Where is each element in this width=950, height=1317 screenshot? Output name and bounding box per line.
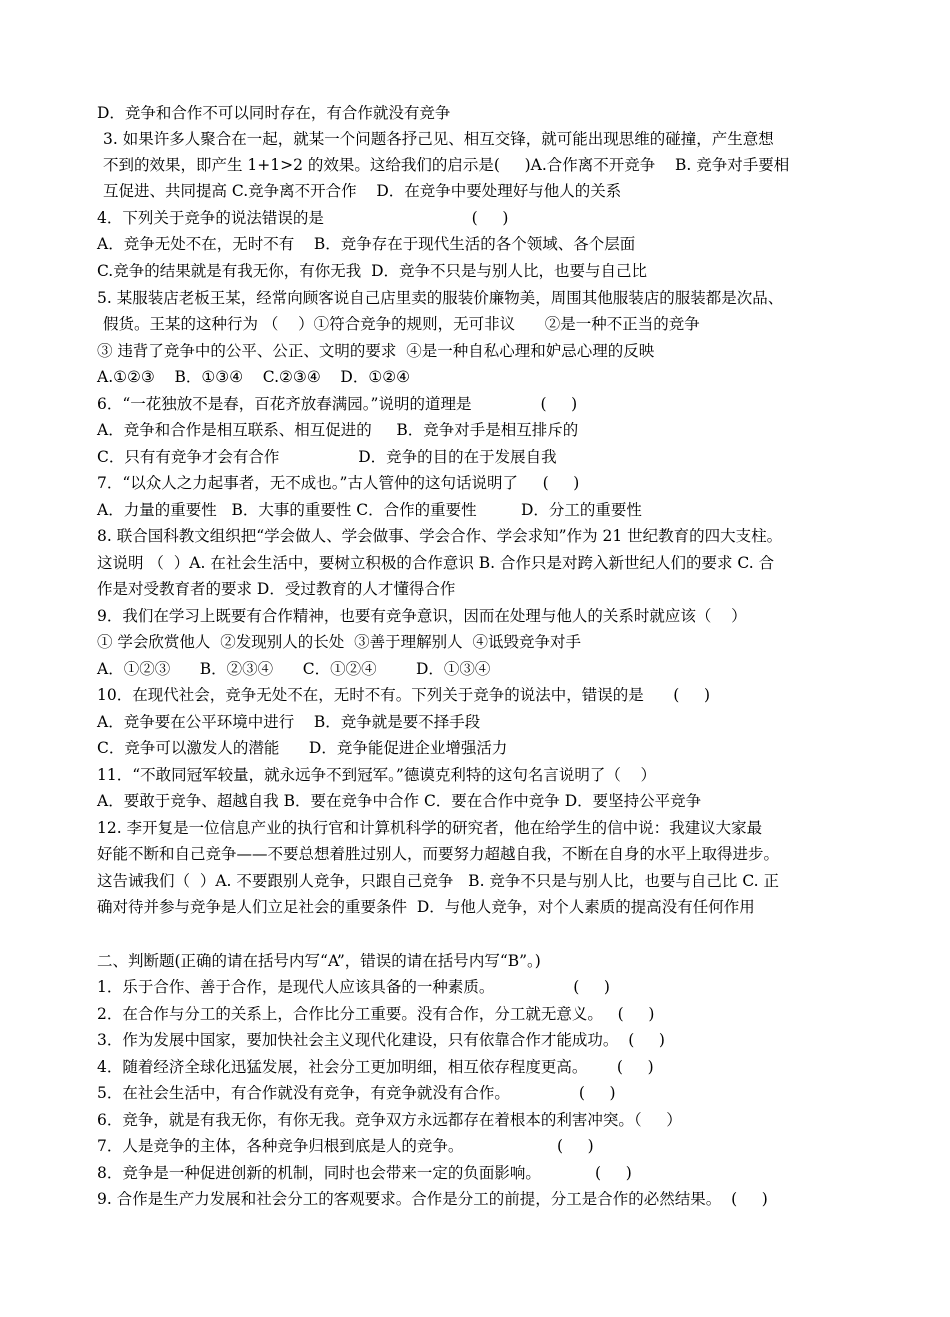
question-12-line-1: 12. 李开复是一位信息产业的执行官和计算机科学的研究者，他在给学生的信中说：我建议大家最 [97, 819, 763, 837]
judgment-item-2: 2．在合作与分工的关系上，合作比分工重要。没有合作，分工就无意义。 ( ) [97, 1005, 655, 1023]
question-5-line-2: 假货。王某的这种行为 （ ）①符合竞争的规则，无可非议 ②是一种不正当的竞争 [103, 315, 700, 333]
question-3-line-2: 不到的效果，即产生 1+1>2 的效果。这给我们的启示是( )A.合作离不开竞争 B. 竞争对手要相 [103, 156, 790, 174]
question-9: 9．我们在学习上既要有合作精神，也要有竞争意识，因而在处理与他人的关系时就应该（ ） [97, 607, 747, 625]
question-10: 10．在现代社会，竞争无处不在，无时不有。下列关于竞争的说法中，错误的是 ( ) [97, 686, 711, 704]
question-6-options-ab: A．竞争和合作是相互联系、相互促进的 B．竞争对手是相互排斥的 [97, 421, 579, 439]
question-3-line-1: 3. 如果许多人聚合在一起，就某一个问题各抒己见、相互交锋，就可能出现思维的碰撞，产生意想 [103, 130, 774, 148]
question-10-options-ab: A．竞争要在公平环境中进行 B．竞争就是要不择手段 [97, 713, 481, 731]
question-12-line-2: 好能不断和自己竞争——不要总想着胜过别人，而要努力超越自我，不断在自身的水平上取得进步。 [97, 845, 780, 863]
judgment-item-9: 9. 合作是生产力发展和社会分工的客观要求。合作是分工的前提，分工是合作的必然结果。 ( ) [97, 1190, 768, 1208]
question-5-line-3: ③ 违背了竞争中的公平、公正、文明的要求 ④是一种自私心理和妒忌心理的反映 [97, 342, 655, 360]
judgment-item-3: 3．作为发展中国家，要加快社会主义现代化建设，只有依靠合作才能成功。 ( ) [97, 1031, 665, 1049]
judgment-item-7: 7．人是竞争的主体，各种竞争归根到底是人的竞争。 ( ) [97, 1137, 594, 1155]
question-12-line-4: 确对待并参与竞争是人们立足社会的重要条件 D．与他人竞争，对个人素质的提高没有任何作用 [97, 898, 755, 916]
section-heading-true-false: 二、判断题(正确的请在括号内写“A”，错误的请在括号内写“B”。) [97, 952, 541, 970]
question-8-line-3: 作是对受教育者的要求 D．受过教育的人才懂得合作 [97, 580, 456, 598]
question-5-line-1: 5. 某服装店老板王某，经常向顾客说自己店里卖的服装价廉物美，周围其他服装店的服装都是次品、 [97, 289, 784, 307]
question-7: 7．“以众人之力起事者，无不成也。”古人管仲的这句话说明了 ( ) [97, 474, 580, 492]
judgment-item-5: 5．在社会生活中，有合作就没有竞争，有竞争就没有合作。 ( ) [97, 1084, 616, 1102]
question-5-options: A.①②③ B．①③④ C.②③④ D．①②④ [97, 368, 411, 386]
question-11-options: A．要敢于竞争、超越自我 B．要在竞争中合作 C．要在合作中竞争 D．要坚持公平竞争 [97, 792, 702, 810]
judgment-item-1: 1．乐于合作、善于合作，是现代人应该具备的一种素质。 ( ) [97, 978, 610, 996]
judgment-item-8: 8．竞争是一种促进创新的机制，同时也会带来一定的负面影响。 ( ) [97, 1164, 632, 1182]
judgment-item-4: 4．随着经济全球化迅猛发展，社会分工更加明细，相互依存程度更高。 ( ) [97, 1058, 654, 1076]
question-4: 4．下列关于竞争的说法错误的是 ( ) [97, 209, 509, 227]
question-3-line-3: 互促进、共同提高 C.竞争离不开合作 D．在竞争中要处理好与他人的关系 [103, 182, 622, 200]
question-4-options-ab: A．竞争无处不在，无时不有 B．竞争存在于现代生活的各个领域、各个层面 [97, 235, 636, 253]
question-6-options-cd: C．只有有竞争才会有合作 D．竞争的目的在于发展自我 [97, 448, 557, 466]
question-9-options: A．①②③ B．②③④ C．①②④ D．①③④ [97, 660, 491, 678]
question-12-line-3: 这告诫我们（ ）A. 不要跟别人竞争，只跟自己竞争 B. 竞争不只是与别人比，也要与自己比 C. 正 [97, 872, 780, 890]
question-8-line-1: 8. 联合国科教文组织把“学会做人、学会做事、学会合作、学会求知”作为 21 世纪教育的四大支柱。 [97, 527, 783, 545]
question-6: 6．“一花独放不是春，百花齐放春满园。”说明的道理是 ( ) [97, 395, 578, 413]
question-11: 11．“不敢同冠军较量，就永远争不到冠军。”德谟克利特的这句名言说明了（ ） [97, 766, 657, 784]
line-option-d: D．竞争和合作不可以同时存在，有合作就没有竞争 [97, 104, 451, 122]
question-8-line-2: 这说明 （ ）A. 在社会生活中，要树立积极的合作意识 B. 合作只是对跨入新世纪人们的要求 C. 合 [97, 554, 775, 572]
question-10-options-cd: C．竞争可以激发人的潜能 D．竞争能促进企业增强活力 [97, 739, 508, 757]
question-4-options-cd: C.竞争的结果就是有我无你，有你无我 D．竞争不只是与别人比，也要与自己比 [97, 262, 648, 280]
question-7-options: A．力量的重要性 B．大事的重要性 C．合作的重要性 D．分工的重要性 [97, 501, 642, 519]
judgment-item-6: 6．竞争，就是有我无你，有你无我。竞争双方永远都存在着根本的利害冲突。（ ） [97, 1111, 682, 1129]
question-9-statements: ① 学会欣赏他人 ②发现别人的长处 ③善于理解别人 ④诋毁竞争对手 [97, 633, 581, 651]
